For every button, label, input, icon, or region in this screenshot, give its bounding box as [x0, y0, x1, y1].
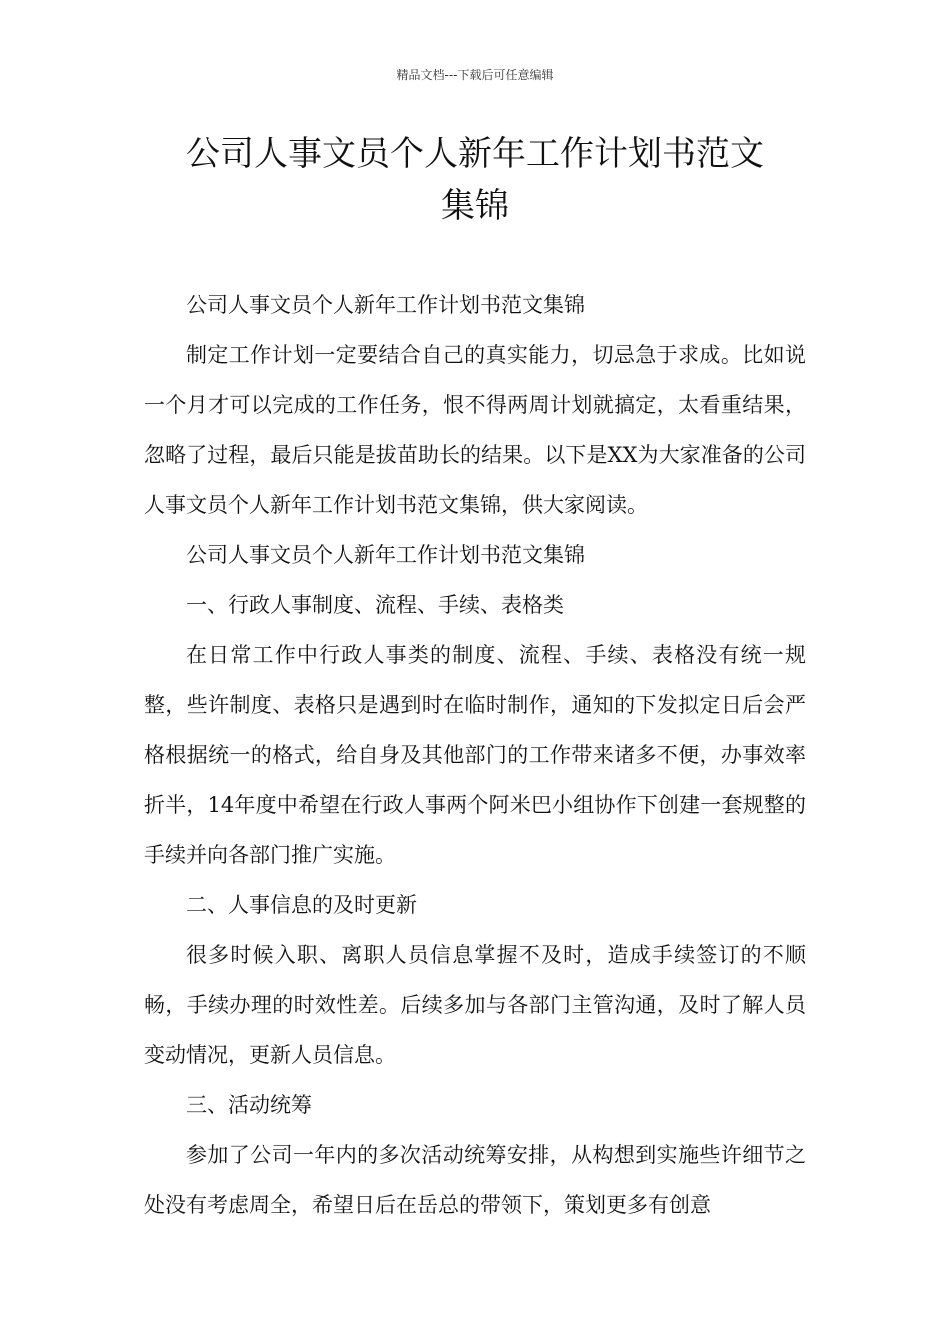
section-body-1: 在日常工作中行政人事类的制度、流程、手续、表格没有统一规整，些许制度、表格只是遇到时在临时制作，通知的下发拟定日后会严格根据统一的格式，给自身及其他部门的工作带来诸多不便，办事效率折半，14年度中希望在行政人事两个阿米巴小组协作下创建一套规整的手续并向各部门推广实施。	[144, 643, 806, 867]
title-line-2: 集锦	[441, 186, 509, 226]
section-heading-1: 一、行政人事制度、流程、手续、表格类	[186, 593, 564, 617]
paragraph-subtitle: 公司人事文员个人新年工作计划书范文集锦	[186, 293, 585, 317]
title-line-1: 公司人事文员个人新年工作计划书范文	[186, 134, 764, 174]
document-body	[144, 280, 806, 1230]
paragraph-subtitle-repeat: 公司人事文员个人新年工作计划书范文集锦	[186, 543, 585, 567]
paragraph-intro: 制定工作计划一定要结合自己的真实能力，切忌急于求成。比如说一个月才可以完成的工作任务，恨不得两周计划就搞定，太看重结果，忽略了过程，最后只能是拔苗助长的结果。以下是XX为大家准备的公司人事文员个人新年工作计划书范文集锦，供大家阅读。	[144, 343, 806, 517]
document-title	[120, 128, 830, 232]
section-body-3: 参加了公司一年内的多次活动统筹安排，从构想到实施些许细节之处没有考虑周全，希望日后在岳总的带领下，策划更多有创意	[144, 1143, 806, 1217]
section-heading-2: 二、人事信息的及时更新	[186, 893, 417, 917]
section-heading-3: 三、活动统筹	[186, 1093, 312, 1117]
header-note: 精品文档---下载后可任意编辑	[396, 68, 554, 82]
section-body-2: 很多时候入职、离职人员信息掌握不及时，造成手续签订的不顺畅，手续办理的时效性差。后续多加与各部门主管沟通，及时了解人员变动情况，更新人员信息。	[144, 943, 806, 1067]
